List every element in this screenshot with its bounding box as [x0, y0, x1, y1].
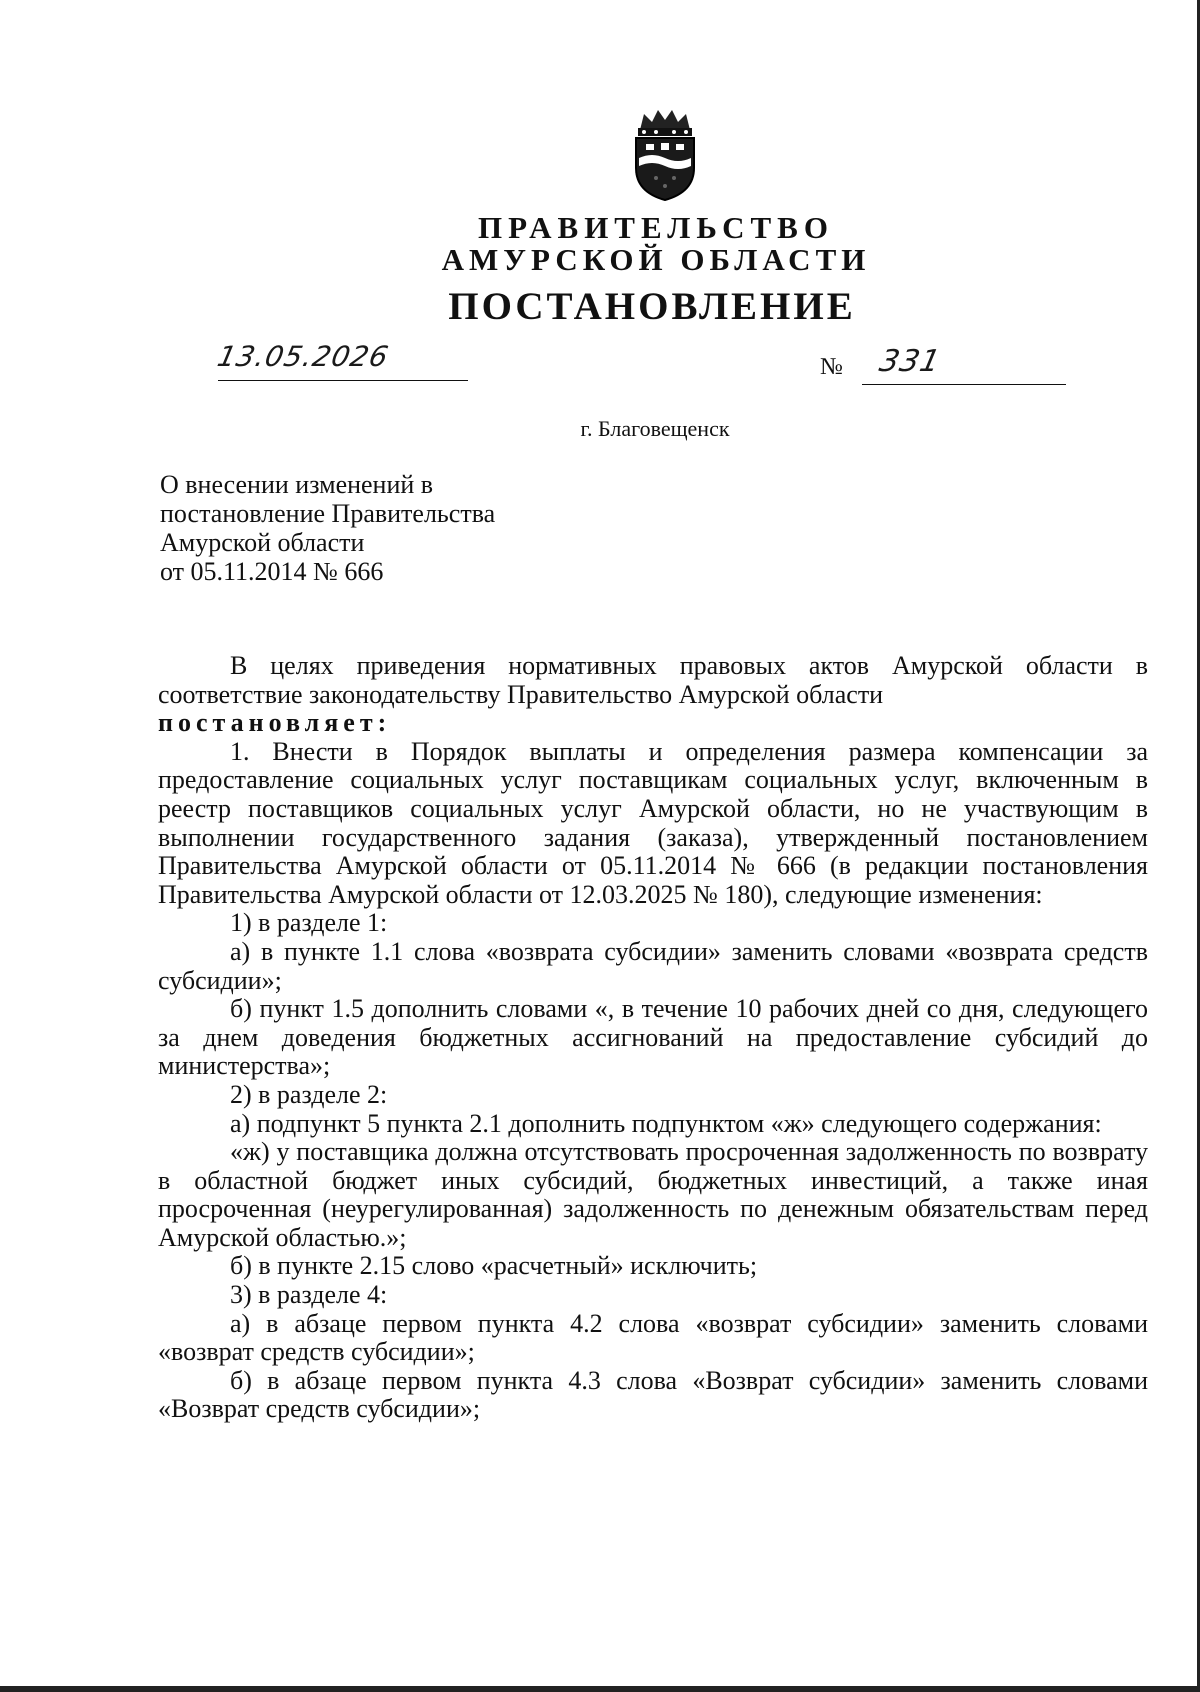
city-name: г. Благовещенск [580, 416, 730, 441]
document-subject [160, 470, 495, 586]
body-paragraph: б) в пункте 2.15 слово «расчетный» исключить; [230, 1251, 758, 1281]
number-field [862, 342, 1066, 385]
body-paragraph: 1) в разделе 1: [230, 908, 388, 938]
date-field [214, 338, 468, 381]
government-title-line-2: АМУРСКОЙ ОБЛАСТИ [441, 242, 871, 277]
handwritten-date: 13.05.2026 [214, 340, 392, 373]
amur-oblast-coat-of-arms-icon [626, 106, 704, 202]
handwritten-number: 331 [876, 344, 944, 379]
scan-edge-bottom [0, 1686, 1200, 1692]
body-paragraph: 3) в разделе 4: [230, 1280, 388, 1310]
subject-line: постановление Правительства [160, 499, 496, 528]
subject-line: от 05.11.2014 № 666 [160, 557, 384, 586]
number-label: № [820, 354, 843, 380]
document-type-title: ПОСТАНОВЛЕНИЕ [448, 285, 856, 328]
body-paragraph: 2) в разделе 2: [230, 1079, 388, 1109]
document-body [158, 652, 1148, 1424]
body-paragraph: а) подпункт 5 пункта 2.1 дополнить подпунктом «ж» следующего содержания: [230, 1108, 1102, 1138]
government-title-line-1: ПРАВИТЕЛЬСТВО [478, 210, 834, 245]
body-paragraph: 1. Внести в Порядок выплаты и определения размера компенсации за предоставление социальных услуг поставщикам социальных услуг, включенным в реестр поставщиков социальных услуг Амурской области, но не участвующим в выполнении государственного задания (заказа), утвержденный постановлением Правительства Амурской области от 05.11.2014 № 666 (в редакции постановления Правительства Амурской области от 12.03.2025 № 180), следующие изменения: [158, 736, 1148, 909]
body-paragraph: б) пункт 1.5 дополнить словами «, в течение 10 рабочих дней со дня, следующего за днем доведения бюджетных ассигнований на предоставление субсидий до министерства»; [158, 994, 1148, 1081]
body-paragraph: б) в абзаце первом пункта 4.3 слова «Возврат субсидии» заменить словами «Возврат средств субсидии»; [158, 1365, 1148, 1424]
body-paragraph: а) в абзаце первом пункта 4.2 слова «возврат субсидии» заменить словами «возврат средств субсидии»; [158, 1308, 1148, 1367]
preamble-paragraph: В целях приведения нормативных правовых актов Амурской области в соответствие законодательству Правительство Амурской области [158, 651, 1148, 709]
body-paragraph: а) в пункте 1.1 слова «возврата субсидии» заменить словами «возврата средств субсидии»; [158, 936, 1148, 995]
subject-line: О внесении изменений в [160, 470, 434, 499]
subject-line: Амурской области [160, 528, 365, 557]
body-paragraph: «ж) у поставщика должна отсутствовать просроченная задолженность по возврату в областной бюджет иных субсидий, бюджетных инвестиций, а также иная просроченная (неурегулированная) задолженность по денежным обязательствам перед Амурской областью.»; [158, 1137, 1148, 1252]
decree-keyword: постановляет: [158, 708, 392, 738]
